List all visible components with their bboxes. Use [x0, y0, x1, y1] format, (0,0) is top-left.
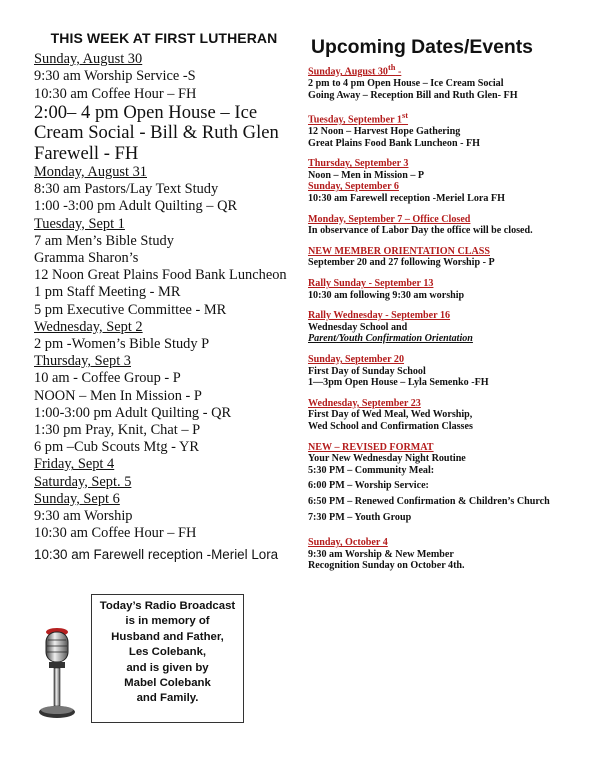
schedule-item-farewell: 10:30 am Farewell reception -Meriel Lora — [34, 546, 279, 562]
event-heading: Rally Sunday - September 13 — [308, 278, 434, 290]
schedule-item: 1:00 -3:00 pm Adult Quilting – QR — [34, 198, 238, 215]
schedule-item: 1 pm Staff Meeting - MR — [34, 284, 181, 301]
radio-line: Today’s Radio Broadcast — [99, 600, 236, 612]
event-line: Parent/Youth Confirmation Orientation — [308, 333, 473, 345]
event-line: Wednesday School and — [308, 321, 408, 333]
radio-line: and is given by — [126, 661, 209, 674]
event-line: 10:30 am following 9:30 am worship — [308, 289, 465, 301]
event-line: Recognition Sunday on October 4th. — [308, 560, 465, 572]
day-heading: Monday, August 31 — [34, 164, 147, 181]
event-heading: Sunday, September 6 — [308, 181, 399, 193]
schedule-item: 9:30 am Worship Service -S — [34, 68, 196, 85]
this-week-title: THIS WEEK AT FIRST LUTHERAN — [50, 30, 278, 46]
event-line: 1—3pm Open House – Lyla Semenko -FH — [308, 377, 489, 389]
day-heading: Sunday, Sept 6 — [34, 490, 120, 507]
event-block — [308, 398, 598, 433]
microphone-icon — [36, 626, 78, 722]
day-heading: Friday, Sept 4 — [34, 456, 115, 473]
this-week-column — [34, 30, 302, 563]
radio-line: and Family. — [136, 692, 199, 705]
event-line: Great Plains Food Bank Luncheon - FH — [308, 137, 480, 149]
event-line: Noon – Men in Mission – P — [308, 169, 425, 181]
event-block — [308, 246, 598, 269]
event-heading: Thursday, September 3 — [308, 158, 409, 170]
event-block — [308, 278, 598, 301]
schedule-item: 8:30 am Pastors/Lay Text Study — [34, 181, 219, 198]
schedule-item: 9:30 am Worship — [34, 508, 133, 525]
event-heading: Sunday, October 4 — [308, 537, 388, 549]
schedule-item-highlight: 2:00– 4 pm Open House – Ice Cream Social - Bill & Ruth Glen Farewell - FH — [34, 101, 279, 164]
event-block — [308, 310, 598, 345]
event-block — [308, 537, 598, 572]
event-block — [308, 181, 598, 204]
event-heading: Wednesday, September 23 — [308, 397, 421, 409]
event-line: Going Away – Reception Bill and Ruth Glen- FH — [308, 89, 518, 101]
event-line: 6:50 PM – Renewed Confirmation & Children’s Church — [308, 495, 550, 507]
event-line: 12 Noon – Harvest Hope Gathering — [308, 126, 461, 138]
day-heading: Thursday, Sept 3 — [34, 353, 131, 370]
event-line: 9:30 am Worship & New Member — [308, 548, 454, 560]
event-line: Your New Wednesday Night Routine — [308, 453, 466, 465]
schedule-item: 1:30 pm Pray, Knit, Chat – P — [34, 422, 201, 439]
schedule-item: 2 pm -Women’s Bible Study P — [34, 336, 210, 353]
event-heading: Tuesday, September 1st — [308, 111, 409, 126]
radio-line: Mabel Colebank — [124, 677, 211, 690]
event-heading: NEW MEMBER ORIENTATION CLASS — [308, 245, 490, 257]
radio-line: Husband and Father, — [111, 630, 224, 643]
day-heading: Wednesday, Sept 2 — [34, 318, 143, 335]
event-line: In observance of Labor Day the office will be closed. — [308, 225, 533, 237]
event-block — [308, 214, 598, 237]
event-line: 6:00 PM – Worship Service: — [308, 480, 429, 492]
event-heading: Monday, September 7 – Office Closed — [308, 213, 471, 225]
event-line: First Day of Wed Meal, Wed Worship, — [308, 409, 473, 421]
event-line: First Day of Sunday School — [308, 365, 426, 377]
day-heading: Saturday, Sept. 5 — [34, 473, 132, 490]
upcoming-title: Upcoming Dates/Events — [311, 36, 533, 58]
event-line: 5:30 PM – Community Meal: — [308, 464, 435, 476]
event-block — [308, 354, 598, 389]
upcoming-events-column — [308, 36, 598, 581]
event-heading: Sunday, September 20 — [308, 354, 405, 365]
radio-broadcast-box — [91, 594, 244, 723]
schedule-item: NOON – Men In Mission - P — [34, 387, 202, 404]
schedule-item: Gramma Sharon’s — [34, 250, 139, 267]
event-line: 7:30 PM – Youth Group — [308, 511, 412, 523]
event-block — [308, 62, 598, 101]
schedule-item: 1:00-3:00 pm Adult Quilting - QR — [34, 404, 232, 421]
day-heading: Sunday, August 30 — [34, 51, 143, 68]
event-block — [308, 158, 598, 181]
event-heading: Rally Wednesday - September 16 — [308, 310, 451, 322]
event-line: September 20 and 27 following Worship - P — [308, 257, 495, 269]
schedule-item: 10:30 am Coffee Hour – FH — [34, 85, 197, 102]
schedule-item: 12 Noon Great Plains Food Bank Luncheon — [34, 267, 287, 284]
event-heading: NEW – REVISED FORMAT — [308, 441, 434, 453]
schedule-item: 6 pm –Cub Scouts Mtg - YR — [34, 439, 199, 456]
schedule-item: 10:30 am Coffee Hour – FH — [34, 525, 197, 542]
event-block — [308, 442, 598, 524]
event-heading: Sunday, August 30th - — [308, 63, 402, 78]
radio-line: Les Colebank, — [128, 646, 207, 659]
event-line: 10:30 am Farewell reception -Meriel Lora FH — [308, 193, 505, 205]
event-block — [308, 110, 598, 149]
event-line: Wed School and Confirmation Classes — [308, 420, 473, 432]
schedule-item: 10 am - Coffee Group - P — [34, 370, 181, 387]
schedule-item: 7 am Men’s Bible Study — [34, 232, 174, 249]
radio-line: is in memory of — [125, 615, 210, 628]
event-line: 2 pm to 4 pm Open House – Ice Cream Social — [308, 77, 504, 89]
schedule-item: 5 pm Executive Committee - MR — [34, 301, 227, 318]
day-heading: Tuesday, Sept 1 — [34, 215, 125, 232]
